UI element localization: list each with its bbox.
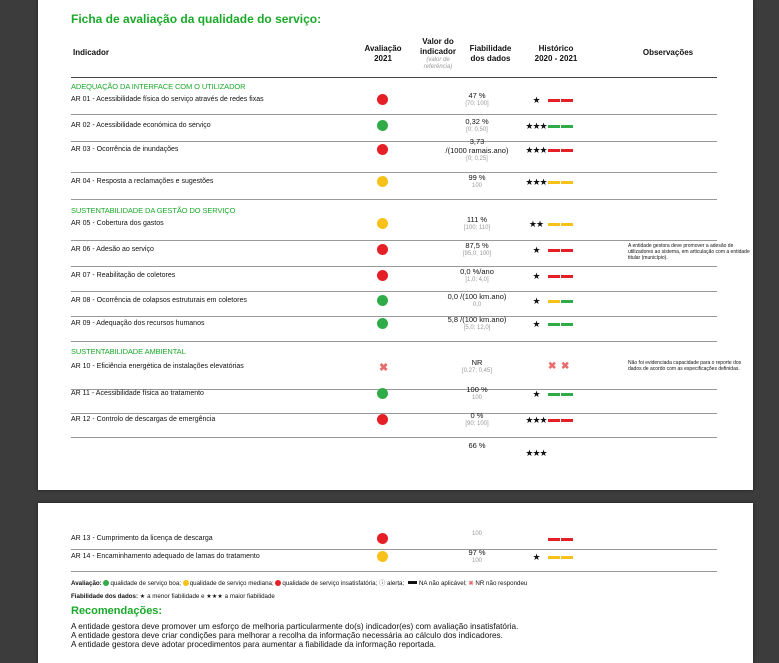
total-stars: ★★★ [525, 448, 547, 458]
reference-value: [1,0; 4,0] [465, 277, 489, 283]
section-management: SUSTENTABILIDADE DA GESTÃO DO SERVIÇO [71, 206, 236, 215]
recommendation-item: A entidade gestora deve adotar procedimentos para aumentar a fiabilidade da informação reportada. [71, 640, 437, 649]
legend-bad-dot [275, 580, 281, 586]
history-indicator [548, 556, 588, 560]
value-unit: /(1000 ramais.ano) [445, 146, 509, 155]
indicator-name: AR 09 - Adequação dos recursos humanos [71, 320, 205, 327]
evaluation-dot-green [377, 388, 388, 399]
evaluation-dot-red [377, 244, 388, 255]
history-bar-yellow [548, 556, 560, 559]
history-bar-green [561, 323, 573, 326]
history-bar-yellow [561, 556, 573, 559]
history-bar-red [548, 538, 560, 541]
alert-icon: ⓘ [379, 580, 386, 587]
history-bar-green [561, 125, 573, 128]
history-nr-icon: ✖ [548, 361, 557, 372]
value-text: 111 % [466, 215, 488, 224]
value-text: 47 % [468, 91, 486, 100]
observation-text: Não foi evidenciada capacidade para o reporte dos dados de acordo com as especificações definidas. [628, 360, 742, 372]
history-bar-yellow [548, 223, 560, 226]
row-divider [71, 266, 717, 267]
value-text: 3,73 [469, 137, 485, 146]
history-bar-red [561, 419, 573, 422]
indicator-name: AR 06 - Adesão ao serviço [71, 246, 154, 253]
row-divider [71, 341, 717, 342]
evaluation-dot-red [377, 144, 388, 155]
reliability-stars: ★★★ [525, 415, 547, 425]
history-indicator [548, 99, 588, 103]
history-bar-green [561, 300, 573, 303]
history-indicator [548, 538, 588, 542]
indicator-name: AR 07 - Reabilitação de coletores [71, 272, 176, 279]
indicator-name: AR 03 - Ocorrência de inundações [71, 146, 179, 153]
reliability-stars: ★ [532, 389, 540, 399]
legend-evaluation: Avaliação: qualidade de serviço boa; qualidade de serviço mediana; qualidade de serviço insatisfatória; ⓘ alerta; NA não aplicável; ✖ NR não respondeu [71, 580, 528, 587]
reference-value: [0; 0,25] [466, 156, 488, 162]
history-indicator [548, 361, 588, 372]
history-indicator [548, 125, 588, 129]
header-rule [71, 77, 717, 78]
history-bar-red [548, 419, 560, 422]
recommendation-item: A entidade gestora deve promover um esforço de melhoria particularmente do(s) indicador(es) com avaliação insatisfatória. [71, 622, 519, 631]
history-bar-red [548, 249, 560, 252]
row-divider [71, 316, 717, 317]
indicator-name: AR 01 - Acessibilidade física do serviço através de redes fixas [71, 96, 264, 103]
header-reliability: Fiabilidade dos dados [469, 44, 512, 63]
reference-value: [0; 0,50] [466, 127, 488, 133]
value-text: 99 % [468, 173, 486, 182]
reference-value: 100 [471, 183, 482, 189]
total-value: 66 % [468, 441, 486, 450]
indicator-name: AR 12 - Controlo de descargas de emergência [71, 416, 216, 423]
history-indicator [548, 419, 588, 423]
indicator-name: AR 05 - Cobertura dos gastos [71, 220, 164, 227]
evaluation-dot-green [377, 318, 388, 329]
reference-value: [95,0; 100] [462, 251, 492, 257]
history-bar-yellow [548, 300, 560, 303]
row-divider [71, 199, 717, 200]
legend-good-dot [103, 580, 109, 586]
reference-value: 0,0 [472, 302, 482, 308]
history-bar-red [561, 538, 573, 541]
indicator-value [427, 530, 527, 538]
reliability-stars: ★ [532, 552, 540, 562]
history-bar-red [548, 275, 560, 278]
history-bar-green [548, 393, 560, 396]
history-indicator [548, 149, 588, 153]
history-indicator [548, 275, 588, 279]
row-divider [71, 437, 717, 438]
report-page-2 [38, 503, 753, 663]
row-divider [71, 413, 717, 414]
evaluation-dot-yellow [377, 176, 388, 187]
history-indicator [548, 323, 588, 327]
section-interface: ADEQUAÇÃO DA INTERFACE COM O UTILIZADOR [71, 82, 246, 91]
recommendation-item: A entidade gestora deve criar condições para melhorar a recolha da informação necessária ao cálculo dos indicadores. [71, 631, 503, 640]
history-bar-red [561, 249, 573, 252]
evaluation-dot-red [377, 270, 388, 281]
value-text: 5,8 /(100 km.ano) [447, 315, 507, 324]
not-responded-icon: ✖ [379, 362, 389, 374]
history-bar-red [561, 149, 573, 152]
row-divider [71, 240, 717, 241]
reference-value: 100 [471, 531, 482, 537]
indicator-name: AR 02 - Acessibilidade económica do serviço [71, 122, 211, 129]
history-nr-icon: ✖ [561, 361, 570, 372]
header-history: Histórico 2020 - 2021 [534, 44, 578, 63]
history-indicator [548, 181, 588, 185]
value-text: 0 % [470, 411, 484, 420]
reference-value: [5,0; 12,0] [463, 325, 491, 331]
history-bar-red [561, 99, 573, 102]
value-text: 97 % [468, 548, 486, 557]
indicator-name: AR 08 - Ocorrência de colapsos estruturais em coletores [71, 297, 247, 304]
history-bar-yellow [548, 181, 560, 184]
indicator-name: AR 11 - Acessibilidade física ao tratamento [71, 390, 204, 397]
history-bar-red [548, 99, 560, 102]
observation-text: A entidade gestora deve promover a adesão de utilizadores ao sistema, em articulação com a entidade titular (município). [628, 243, 750, 261]
indicator-name: AR 14 - Encaminhamento adequado de lamas do tratamento [71, 553, 260, 560]
evaluation-dot-yellow [377, 551, 388, 562]
history-indicator [548, 249, 588, 253]
reference-value: [0,27; 0,45] [461, 368, 493, 374]
history-bar-green [548, 323, 560, 326]
recommendations-title: Recomendações: [71, 605, 163, 617]
evaluation-dot-green [377, 295, 388, 306]
evaluation-dot-green [377, 120, 388, 131]
reliability-stars: ★★★ [525, 177, 547, 187]
reliability-stars: ★★★ [525, 121, 547, 131]
history-indicator [548, 393, 588, 397]
reference-value: [90; 100] [465, 421, 489, 427]
value-text: 0,0 %/ano [460, 267, 494, 276]
history-bar-yellow [561, 181, 573, 184]
reliability-stars: ★★★ [525, 145, 547, 155]
evaluation-dot-red [377, 533, 388, 544]
reference-value: [100; 110] [463, 225, 491, 231]
nr-x-icon: ✖ [468, 580, 474, 587]
legend-median-dot [183, 580, 189, 586]
evaluation-dot-red [377, 94, 388, 105]
indicator-value [427, 358, 527, 375]
row-divider [71, 141, 717, 142]
row-divider [71, 172, 717, 173]
reliability-stars: ★ [532, 271, 540, 281]
report-page-1 [38, 0, 753, 490]
value-text: 0,0 /(100 km.ano) [447, 292, 507, 301]
evaluation-dot-red [377, 414, 388, 425]
reliability-stars: ★★ [528, 219, 544, 229]
history-bar-red [548, 149, 560, 152]
row-divider [71, 291, 717, 292]
row-divider [71, 549, 717, 550]
indicator-name: AR 13 - Cumprimento da licença de descarga [71, 535, 213, 542]
row-divider [71, 571, 717, 572]
row-divider [71, 114, 717, 115]
value-text: 87,5 % [465, 241, 489, 250]
reference-value: [70; 100] [465, 101, 489, 107]
header-value: Valor do indicador (valor de referência) [419, 37, 456, 70]
high-stars-icon: ★★★ [206, 593, 223, 600]
history-indicator [548, 300, 588, 304]
value-text: NR [471, 358, 483, 367]
na-bar-icon [408, 581, 417, 584]
legend-reliability: Fiabilidade dos dados: ★ a menor fiabilidade e ★★★ a maior fiabilidade [71, 593, 275, 600]
value-text: 0,32 % [465, 117, 489, 126]
history-indicator [548, 223, 588, 227]
reference-value: 100 [471, 558, 482, 564]
history-bar-green [561, 393, 573, 396]
low-star-icon: ★ [139, 593, 146, 600]
evaluation-dot-yellow [377, 218, 388, 229]
reliability-stars: ★ [532, 245, 540, 255]
history-bar-red [561, 275, 573, 278]
header-indicator: Indicador [73, 48, 110, 57]
history-bar-yellow [561, 223, 573, 226]
section-environment: SUSTENTABILIDADE AMBIENTAL [71, 347, 186, 356]
indicator-name: AR 10 - Eficiência energética de instalações elevatórias [71, 363, 244, 370]
header-evaluation: Avaliação 2021 [364, 44, 402, 63]
indicator-name: AR 04 - Resposta a reclamações e sugestões [71, 178, 214, 185]
reference-value: 100 [471, 395, 482, 401]
reliability-stars: ★ [532, 95, 540, 105]
reliability-stars: ★ [532, 319, 540, 329]
reliability-stars: ★ [532, 296, 540, 306]
value-text: 100 % [466, 385, 488, 394]
history-bar-green [548, 125, 560, 128]
header-observations: Observações [642, 48, 694, 57]
page-title: Ficha de avaliação da qualidade do serviço: [71, 12, 322, 26]
